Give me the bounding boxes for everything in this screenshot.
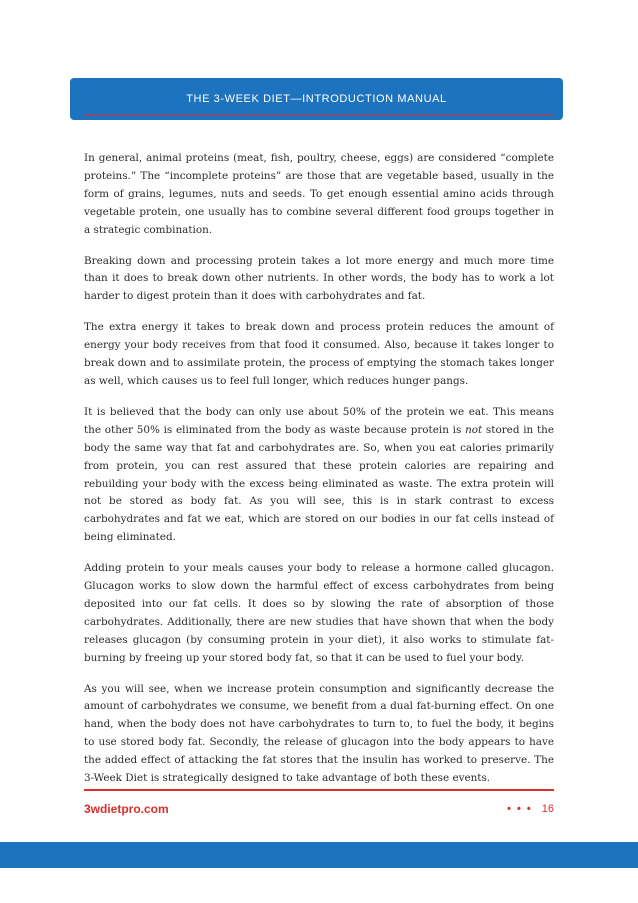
paragraph-glucagon: Adding protein to your meals causes your body to release a hormone called glucagon. Glucagon works to slow down the harmful effect of excess carbohydrates from being deposited into our fat cells. It does so by slowing the rate of absorption of those carbohydrates. Additionally, there are new studies that have shown that when the body releases glucagon (by consuming protein in your diet), it also works to stimulate fat-burning by freeing up your stored body fat, so that it can be used to fuel your body. — [84, 562, 554, 664]
paragraph-energy-cost: Breaking down and processing protein takes a lot more energy and much more time than it does to break down other nutrients. In other words, the body has to work a lot harder to digest protein than it does with carbohydrates and fat. — [84, 254, 554, 303]
bottom-bar — [0, 842, 638, 868]
page-number-value: 16 — [541, 803, 554, 815]
paragraph-text: It is believed that the body can only use about 50% of the protein we eat. This means the other 50% is eliminated from the body as waste because protein is — [84, 405, 554, 436]
paragraph-dual-effect: As you will see, when we increase protein consumption and significantly decrease the amount of carbohydrates we consume, we benefit from a dual fat-burning effect. On one hand, when the body does not have carbohydrates to turn to, to fuel the body, it begins to use stored body fat. Secondly, the release of glucagon into the body appears to have the added effect of attacking the fat stores that the insulin has worked to preserve. The 3-Week Diet is strategically designed to take advantage of both these events. — [84, 682, 554, 785]
paragraph-protein-waste — [84, 404, 554, 547]
emphasis-text: not — [465, 423, 483, 436]
header-divider — [84, 114, 554, 115]
header-title: THE 3-WEEK DIET—INTRODUCTION MANUAL — [186, 93, 447, 105]
paragraph-text: stored in the body the same way that fat and carbohydrates are. So, when you eat calories primarily from protein, you can rest assured that these protein calories are repairing and rebuilding your body with the excess being eliminated as waste. The extra protein will not be stored as body fat. As you will see, this is in stark contrast to excess carbohydrates and fat we eat, which are stored on our bodies in our fat cells instead of being eliminated. — [84, 423, 554, 544]
page-content — [84, 150, 554, 801]
paragraph-complete-proteins: In general, animal proteins (meat, fish, poultry, cheese, eggs) are considered “complete proteins.” The “incomplete proteins” are those that are vegetable based, usually in the form of grains, legumes, nuts and seeds. To get enough essential amino acids through vegetable protein, one usually has to combine several different food groups together in a strategic combination. — [84, 152, 554, 236]
dots-icon: ••• — [507, 803, 537, 815]
page-number — [507, 803, 554, 815]
paragraph-hunger: The extra energy it takes to break down and process protein reduces the amount of energy your body receives from that food it consumed. Also, because it takes longer to break down and to assimilate protein, the process of emptying the stomach takes longer as well, which causes us to feel full longer, which reduces hunger pangs. — [84, 321, 554, 387]
footer-site-link[interactable]: 3wdietpro.com — [84, 802, 169, 816]
footer-divider — [84, 789, 554, 791]
